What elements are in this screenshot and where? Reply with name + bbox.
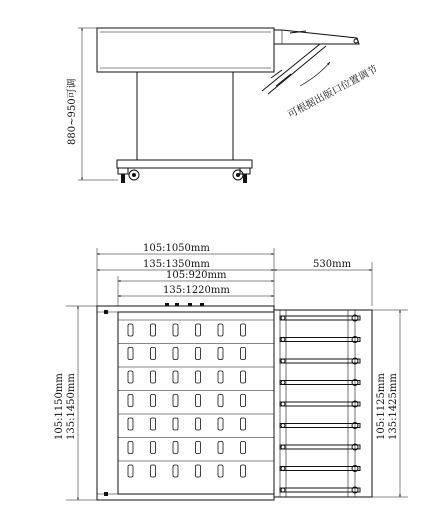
right-height-1: 105:1125mm bbox=[376, 373, 387, 440]
plate-slot bbox=[173, 348, 178, 360]
plate-slot bbox=[128, 442, 133, 454]
plate-slot bbox=[128, 371, 133, 383]
plate-slot bbox=[196, 465, 201, 477]
side-table-top bbox=[97, 28, 274, 72]
roller-bearing bbox=[281, 381, 285, 385]
roller-bearing bbox=[281, 488, 285, 492]
top-view bbox=[54, 243, 408, 500]
edge-marker bbox=[175, 303, 179, 306]
roller-bearing bbox=[281, 402, 285, 406]
roller-bearing bbox=[281, 359, 285, 363]
plate-slot bbox=[218, 371, 223, 383]
plate-slot bbox=[196, 324, 201, 336]
dim-width-1: 105:1050mm bbox=[143, 243, 210, 254]
extension-arm bbox=[274, 30, 359, 44]
plate-slot bbox=[196, 395, 201, 407]
left-height-2: 135:1450mm bbox=[66, 373, 77, 440]
strut-diagonal bbox=[262, 44, 320, 91]
plate-slot bbox=[218, 442, 223, 454]
dim-width-4: 135:1220mm bbox=[163, 285, 230, 296]
table-frame bbox=[97, 306, 274, 500]
side-leg bbox=[137, 72, 233, 160]
edge-marker bbox=[165, 303, 169, 306]
plate-slot bbox=[128, 395, 133, 407]
dim-width-2: 135:1350mm bbox=[143, 259, 210, 270]
plate-slot bbox=[173, 418, 178, 430]
plate-slot bbox=[241, 442, 246, 454]
plate-slot bbox=[173, 324, 178, 336]
plate-slot bbox=[196, 371, 201, 383]
roller-bearing bbox=[281, 424, 285, 428]
plate-slot bbox=[173, 442, 178, 454]
plate-slot bbox=[128, 465, 133, 477]
plate-slot bbox=[151, 348, 156, 360]
dim-width-3: 105:920mm bbox=[166, 270, 227, 281]
plate-slot bbox=[151, 324, 156, 336]
strut-brace bbox=[271, 70, 282, 78]
plate-slot bbox=[196, 442, 201, 454]
plate-slot bbox=[128, 324, 133, 336]
roller-bearing bbox=[281, 467, 285, 471]
plate-slot bbox=[218, 465, 223, 477]
roller-bearing bbox=[281, 445, 285, 449]
side-base bbox=[117, 160, 252, 168]
roller-bearing bbox=[281, 316, 285, 320]
outlet-adjust-label: 可根据出版口位置调节 bbox=[286, 63, 380, 121]
plate-slot bbox=[218, 395, 223, 407]
plate-slot bbox=[151, 465, 156, 477]
plate-slot bbox=[173, 371, 178, 383]
roller-bearing bbox=[281, 338, 285, 342]
extension-pivot-end bbox=[354, 39, 358, 43]
plate-slot bbox=[128, 348, 133, 360]
plate-slot bbox=[241, 465, 246, 477]
corner-hole bbox=[104, 310, 108, 314]
side-leveler-left bbox=[121, 174, 125, 183]
edge-marker bbox=[200, 303, 204, 306]
side-foot-left bbox=[118, 168, 128, 174]
side-view bbox=[66, 28, 380, 183]
plate-slot bbox=[218, 324, 223, 336]
plate-slot bbox=[173, 395, 178, 407]
plate-slot bbox=[241, 348, 246, 360]
plate-slot bbox=[173, 465, 178, 477]
plate-slot bbox=[196, 348, 201, 360]
plate-slot bbox=[218, 348, 223, 360]
strut-brace-2 bbox=[276, 74, 291, 86]
plate-slot bbox=[241, 324, 246, 336]
height-label: 880~950可调 bbox=[67, 78, 78, 145]
side-leveler-right bbox=[243, 174, 247, 183]
plate-slot bbox=[128, 418, 133, 430]
plate-slot bbox=[196, 418, 201, 430]
strut-diagonal-2 bbox=[268, 46, 326, 94]
plate-slot bbox=[151, 371, 156, 383]
plate-slot bbox=[151, 442, 156, 454]
dim-extension: 530mm bbox=[313, 259, 352, 270]
plate-slot bbox=[241, 418, 246, 430]
plate-slot bbox=[241, 371, 246, 383]
corner-hole bbox=[104, 492, 108, 496]
adjust-arrow bbox=[300, 62, 330, 86]
plate-slot bbox=[151, 418, 156, 430]
caster-hub-left bbox=[132, 173, 136, 177]
right-height-2: 135:1425mm bbox=[388, 373, 399, 440]
plate-slot bbox=[218, 418, 223, 430]
slot-grid bbox=[118, 320, 274, 477]
plate-slot bbox=[151, 395, 156, 407]
caster-hub-right bbox=[236, 173, 240, 177]
left-height-1: 105:1150mm bbox=[54, 373, 65, 440]
edge-marker bbox=[188, 303, 192, 306]
plate-slot bbox=[241, 395, 246, 407]
